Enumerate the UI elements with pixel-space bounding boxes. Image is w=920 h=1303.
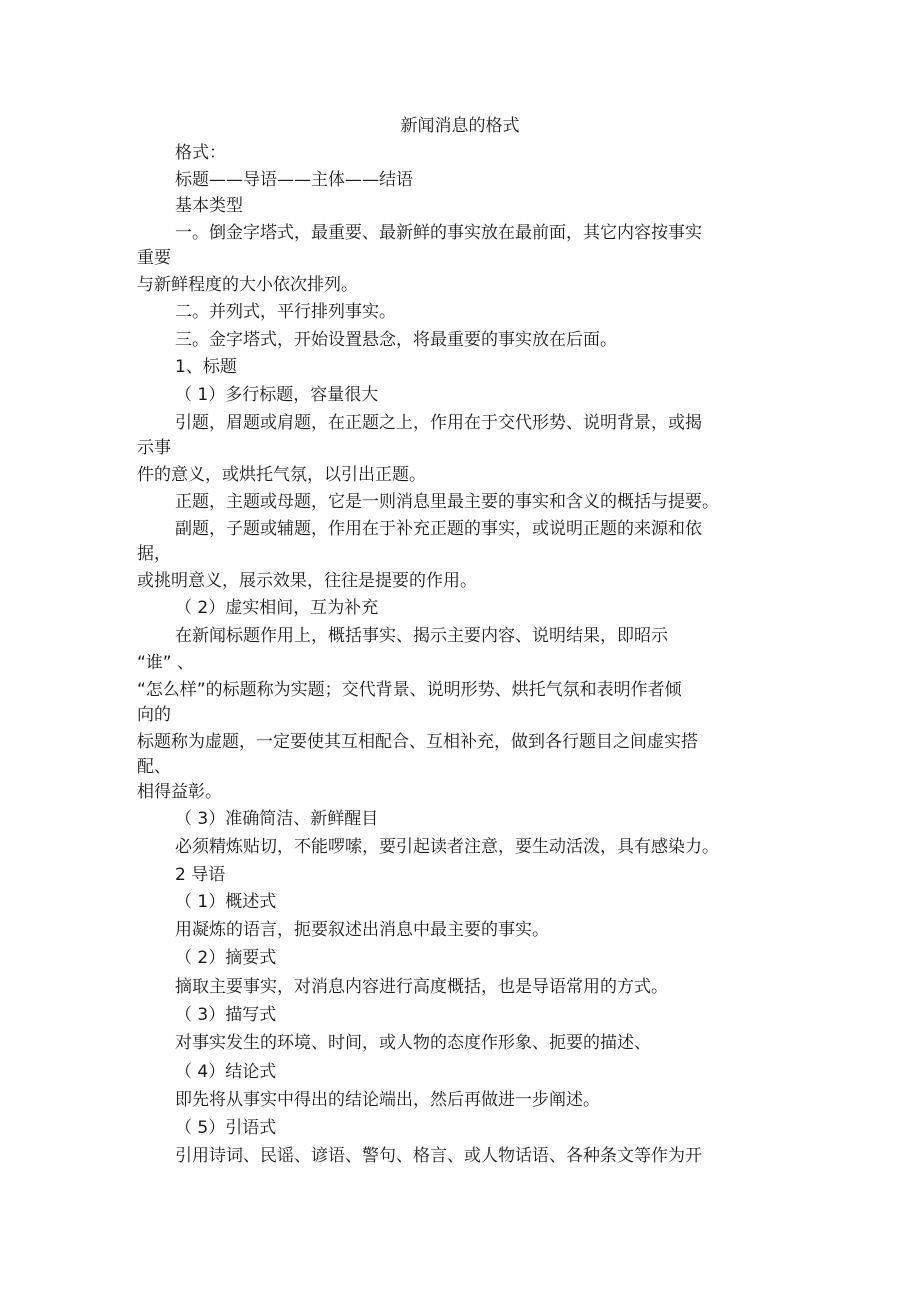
- text-line: “谁” 、: [137, 653, 195, 673]
- section-heading: 1、标题: [175, 357, 237, 377]
- text-line: 向的: [137, 705, 171, 725]
- text-line: 引用诗词、民谣、谚语、警句、格言、或人物话语、各种条文等作为开: [175, 1146, 702, 1166]
- text-line: 配、: [137, 757, 171, 777]
- subsection-heading: （ 3）准确简洁、新鲜醒目: [175, 809, 379, 829]
- text-line: 摘取主要事实，对消息内容进行高度概括，也是导语常用的方式。: [175, 977, 668, 997]
- text-line: “怎么样”的标题称为实题；交代背景、说明形势、烘托气氛和表明作者倾: [137, 680, 682, 700]
- text-line: 件的意义，或烘托气氛，以引出正题。: [137, 465, 426, 485]
- document-title: 新闻消息的格式: [400, 116, 520, 136]
- text-line: 用凝炼的语言，扼要叙述出消息中最主要的事实。: [175, 920, 549, 940]
- text-line: 一。倒金字塔式，最重要、最新鲜的事实放在最前面，其它内容按事实: [175, 223, 702, 243]
- text-line: 相得益彰。: [137, 782, 222, 802]
- text-line: 示事: [137, 438, 171, 458]
- text-line: 格式：: [175, 143, 226, 163]
- subsection-heading: （ 1）概述式: [175, 892, 277, 912]
- text-line: 据，: [137, 544, 171, 564]
- subsection-heading: （ 4）结论式: [175, 1062, 277, 1082]
- text-line: 正题，主题或母题，它是一则消息里最主要的事实和含义的概括与提要。: [175, 492, 719, 512]
- text-line: 引题，眉题或肩题，在正题之上，作用在于交代形势、说明背景，或揭: [175, 413, 702, 433]
- text-line: 或挑明意义，展示效果，往往是提要的作用。: [137, 571, 477, 591]
- text-line: 二。并列式，平行排列事实。: [175, 302, 396, 322]
- text-line: 副题，子题或辅题，作用在于补充正题的事实，或说明正题的来源和依: [175, 519, 702, 539]
- text-line: 必须精炼贴切，不能啰嗦，要引起读者注意，要生动活泼，具有感染力。: [175, 837, 719, 857]
- subsection-heading: （ 5）引语式: [175, 1118, 277, 1138]
- section-heading: 2 导语: [175, 865, 226, 885]
- text-line: 标题——导语——主体——结语: [175, 170, 413, 190]
- subsection-heading: （ 1）多行标题，容量很大: [175, 385, 379, 405]
- text-line: 三。金字塔式，开始设置悬念，将最重要的事实放在后面。: [175, 330, 617, 350]
- subsection-heading: （ 2）虚实相间，互为补充: [175, 598, 379, 618]
- text-line: 即先将从事实中得出的结论端出，然后再做进一步阐述。: [175, 1090, 600, 1110]
- text-line: 对事实发生的环境、时间，或人物的态度作形象、扼要的描述、: [175, 1033, 651, 1053]
- text-line: 与新鲜程度的大小依次排列。: [137, 275, 358, 295]
- text-line: 重要: [137, 248, 171, 268]
- text-line: 在新闻标题作用上，概括事实、揭示主要内容、说明结果，即昭示: [175, 626, 668, 646]
- text-line: 标题称为虚题，一定要使其互相配合、互相补充，做到各行题目之间虚实搭: [137, 732, 698, 752]
- text-line: 基本类型: [175, 196, 243, 216]
- subsection-heading: （ 2）摘要式: [175, 948, 277, 968]
- subsection-heading: （ 3）描写式: [175, 1005, 277, 1025]
